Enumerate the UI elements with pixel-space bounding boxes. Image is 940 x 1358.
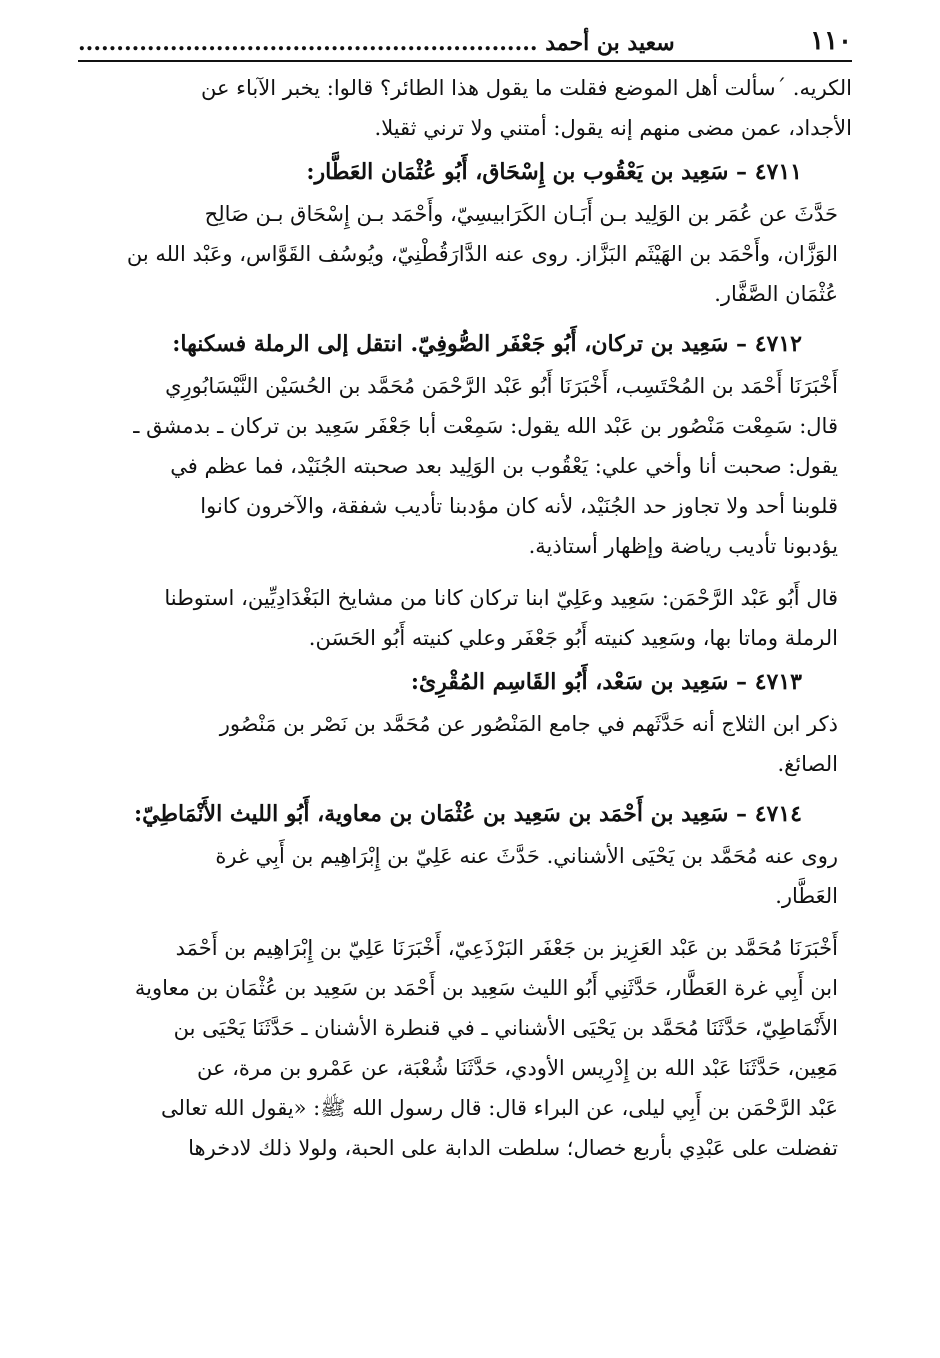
text-line: الرملة وماتا بها، وسَعِيد كنيته أَبُو جَعْفَر وعلي كنيته أَبُو الحَسَن. [308,626,838,650]
entry-paragraph [78,194,852,314]
entry-paragraph [78,836,852,916]
text-line: حَدَّثَ عن عُمَر بن الوَلِيد بـن أَبَـان الكَرَابيسِيّ، وأَحْمَد بـن إِسْحَاق بـن صَالِح [204,202,838,226]
header-dots: ............................................................ [78,30,538,56]
entry-title: – سَعِيد بن يَعْقُوب بن إِسْحَاق، أَبُو عُثْمَان العَطَّار: [306,159,748,185]
page-number: ١١٠ [810,26,852,56]
entry-paragraph [78,704,852,784]
entry-title: – سَعِيد بن تركان، أَبُو جَعْفَر الصُّوفِيّ. انتقل إلى الرملة فسكنها: [172,331,748,357]
entry-number: ٤٧١٣ [754,669,802,695]
text-line: الوَزَّان، وأَحْمَد بن الهَيْثَم البَزَّاز. روى عنه الدَّارَقُطْنِيّ، ويُوسُف القَوَّاس، وعَبْد الله بن [126,242,838,266]
text-line: قال: سَمِعْت مَنْصُور بن عَبْد الله يقول: سَمِعْت أبا جَعْفَر سَعِيد بن تركان ـ بدمشق ـ [133,414,838,438]
running-title: سعيد بن أحمد [545,30,675,56]
text-line: ابن أَبِي غرة العَطَّار، حَدَّثَنِي أَبُو الليث سَعِيد بن أَحْمَد بن سَعِيد بن عُثْمَان بن معاوية [134,976,838,1000]
entry-number: ٤٧١٢ [754,331,802,357]
text-line: قلوبنا أحد ولا تجاوز حد الجُنَيْد، لأنه كان مؤدبنا تأديب شفقة، والآخرون كانوا [200,494,838,518]
text-line: الصائغ. [777,752,838,776]
text-line: يقول: صحبت أنا وأخي علي: يَعْقُوب بن الوَلِيد بعد صحبته الجُنَيْد، فما عظم في [170,454,838,478]
text-line: الأجداد، عمن مضى منهم إنه يقول: أمتني ولا ترني ثقيلا. [374,116,852,140]
entry-number: ٤٧١٤ [754,801,802,827]
text-line: الأَنْمَاطِيّ، حَدَّثَنَا مُحَمَّد بن يَحْيَى الأشناني ـ في قنطرة الأشنان ـ حَدَّثَنَا يَحْيَى بن [173,1016,838,1040]
entry-heading-4712 [78,322,852,366]
text-line: العَطَّار. [775,884,838,908]
page-header [78,26,852,62]
entry-heading-4713 [78,660,852,704]
entry-title: – سَعِيد بن سَعْد، أَبُو القَاسِم المُقْرِئ: [410,669,748,695]
text-line: مَعِين، حَدَّثَنَا عَبْد الله بن إِدْرِيس الأودي، حَدَّثَنَا شُعْبَة، عن عَمْرو بن مرة، عن [196,1056,838,1080]
text-line: أَخْبَرَنَا أَحْمَد بن المُحْتَسِب، أَخْبَرَنَا أَبُو عَبْد الرَّحْمَن مُحَمَّد بن الحُسَيْن النَّيْسَابُورِي [165,374,838,398]
text-line: روى عنه مُحَمَّد بن يَحْيَى الأشناني. حَدَّثَ عنه عَلِيّ بن إِبْرَاهِيم بن أَبِي غرة [215,844,838,868]
entry-heading-4711 [78,150,852,194]
intro-paragraph [78,68,852,148]
text-line: أَخْبَرَنَا مُحَمَّد بن عَبْد العَزِيز بن جَعْفَر البَرْذَعِيّ، أَخْبَرَنَا عَلِيّ بن إِبْرَاهِيم بن أَحْمَد [175,936,838,960]
document-page [78,26,852,1168]
text-line: قال أَبُو عَبْد الرَّحْمَن: سَعِيد وعَلِيّ ابنا تركان كانا من مشايخ البَغْدَادِيِّين، استوطنا [164,586,838,610]
running-title-wrap [78,30,675,56]
entry-heading-4714 [78,792,852,836]
entry-number: ٤٧١١ [754,159,802,185]
text-line: ذكر ابن الثلاج أنه حَدَّثَهم في جامع المَنْصُور عن مُحَمَّد بن نَصْر بن مَنْصُور [219,712,838,736]
text-line: يؤدبونا تأديب رياضة وإظهار أستاذية. [528,534,838,558]
text-line: عُثْمَان الصَّفَّار. [714,282,838,306]
entry-paragraph [78,578,852,658]
entry-title: – سَعِيد بن أَحْمَد بن سَعِيد بن عُثْمَان بن معاوية، أَبُو الليث الأَنْمَاطِيّ: [134,801,748,827]
text-line: الكريه. ´سألت أهل الموضع فقلت ما يقول هذا الطائر؟ قالوا: يخبر الآباء عن [200,76,852,100]
text-line: عَبْد الرَّحْمَن بن أَبِي ليلى، عن البراء قال: قال رسول الله ﷺ: «يقول الله تعالى [161,1096,838,1120]
text-line: تفضلت على عَبْدِي بأربع خصال؛ سلطت الدابة على الحبة، ولولا ذلك لادخرها [188,1136,838,1160]
entry-paragraph [78,928,852,1168]
entry-paragraph [78,366,852,566]
